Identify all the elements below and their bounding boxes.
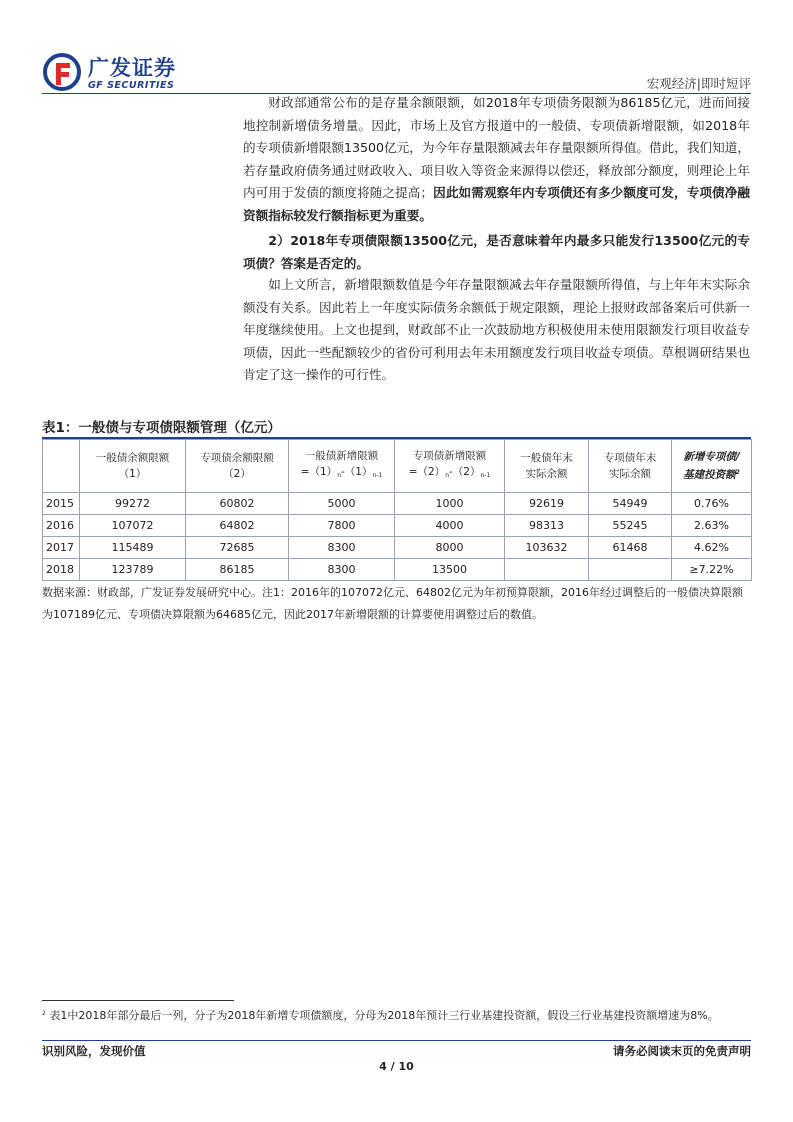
paragraph-2-heading bbox=[243, 230, 750, 275]
header-general-new-limit: 一般债新增限额 $=(1)_n-(1)_{n-1}$ bbox=[289, 440, 395, 493]
cell-ratio: 4.62% bbox=[672, 537, 752, 559]
cell-year: 2018 bbox=[43, 559, 80, 581]
page-number: 4 / 10 bbox=[379, 1060, 414, 1073]
header-special-to-infra-ratio: 新增专项债/ 基建投资额$^2$ bbox=[672, 440, 752, 493]
cell-special-actual-balance: 55245 bbox=[589, 515, 672, 537]
cell-year: 2015 bbox=[43, 493, 80, 515]
cell-special-balance-limit: 60802 bbox=[186, 493, 289, 515]
cell-special-new-limit: 8000 bbox=[395, 537, 505, 559]
footer-disclaimer-link[interactable]: 请务必阅读末页的免责声明 bbox=[613, 1044, 751, 1058]
cell-special-actual-balance: 61468 bbox=[589, 537, 672, 559]
footnote-divider bbox=[42, 1000, 234, 1001]
cell-year: 2016 bbox=[43, 515, 80, 537]
cell-general-balance-limit: 99272 bbox=[80, 493, 186, 515]
cell-special-balance-limit: 86185 bbox=[186, 559, 289, 581]
header-special-new-limit: 专项债新增限额 $=(2)_n-(2)_{n-1}$ bbox=[395, 440, 505, 493]
footnote bbox=[42, 1005, 751, 1024]
gf-logo-icon bbox=[42, 52, 82, 92]
table-row bbox=[43, 515, 752, 537]
cell-special-actual-balance bbox=[589, 559, 672, 581]
table-title: 表1：一般债与专项债限额管理（亿元） bbox=[42, 420, 281, 436]
footnote-text: 表1中2018年部分最后一列，分子为2018年新增专项债额度，分母为2018年预计三行业基建投资额，假设三行业基建投资额增速为8%。 bbox=[49, 1009, 719, 1022]
header-general-actual-balance: 一般债年末 实际余额 bbox=[505, 440, 589, 493]
report-section-label: 宏观经济|即时短评 bbox=[646, 76, 751, 91]
cell-special-actual-balance: 54949 bbox=[589, 493, 672, 515]
cell-ratio: 0.76% bbox=[672, 493, 752, 515]
cell-general-new-limit: 8300 bbox=[289, 537, 395, 559]
cell-general-actual-balance: 103632 bbox=[505, 537, 589, 559]
paragraph-3-text: 如上文所言，新增限额数值是今年存量限额减去年存量限额所得值，与上年年末实际余额没有关系。因此若上一年度实际债务余额低于规定限额，理论上报财政部备案后可供新一年度继续使用。上文也提到，财政部不止一次鼓励地方积极使用未使用限额发行项目收益专项债，因此一些配额较少的省份可利用去年未用额度发行项目收益专项债。草根调研结果也肯定了这一操作的可行性。 bbox=[243, 277, 750, 382]
header-general-balance-limit: 一般债余额限额 （1） bbox=[80, 440, 186, 493]
table-row bbox=[43, 537, 752, 559]
header-year bbox=[43, 440, 80, 493]
paragraph-1-text: 财政部通常公布的是存量余额限额，如2018年专项债务限额为86185亿元，进而间接地控制新增债务增量。因此，市场上及官方报道中的一般债、专项债新增限额，如2018年的专项债新增限额13500亿元，为今年存量限额减去年存量限额所得值。借此，我们知道，若存量政府债务通过财政收入、项目收入等资金来源得以偿还，释放部分额度，则理论上年内可用于发债的额度将随之提高； bbox=[243, 95, 750, 200]
cell-general-balance-limit: 107072 bbox=[80, 515, 186, 537]
cell-general-new-limit: 5000 bbox=[289, 493, 395, 515]
table-row bbox=[43, 493, 752, 515]
cell-special-new-limit: 1000 bbox=[395, 493, 505, 515]
paragraph-1-emphasis: 因此如需观察年内专项债还有多少额度可发，专项债净融资额指标较发行额指标更为重要。 bbox=[243, 185, 751, 223]
cell-ratio: ≥7.22% bbox=[672, 559, 752, 581]
cell-general-actual-balance: 92619 bbox=[505, 493, 589, 515]
cell-general-balance-limit: 115489 bbox=[80, 537, 186, 559]
paragraph-2-text: 2）2018年专项债限额13500亿元，是否意味着年内最多只能发行13500亿元的专项债？答案是否定的。 bbox=[243, 233, 750, 271]
paragraph-3 bbox=[243, 274, 750, 387]
footnote-marker: 2 bbox=[42, 1010, 46, 1017]
logo-chinese-name: 广发证券 bbox=[88, 56, 176, 80]
cell-special-balance-limit: 64802 bbox=[186, 515, 289, 537]
paragraph-1 bbox=[243, 92, 750, 227]
table-source-note: 数据来源：财政部，广发证券发展研究中心。注1：2016年的107072亿元、64802亿元为年初预算限额，2016年经过调整后的一般债决算限额为107189亿元、专项债决算限额为64685亿元，因此2017年新增限额的计算要使用调整过后的数值。 bbox=[42, 586, 743, 621]
cell-general-new-limit: 8300 bbox=[289, 559, 395, 581]
cell-special-new-limit: 13500 bbox=[395, 559, 505, 581]
cell-ratio: 2.63% bbox=[672, 515, 752, 537]
cell-special-balance-limit: 72685 bbox=[186, 537, 289, 559]
cell-general-actual-balance bbox=[505, 559, 589, 581]
footer-divider bbox=[42, 1040, 751, 1041]
debt-limit-table bbox=[42, 439, 752, 581]
cell-general-balance-limit: 123789 bbox=[80, 559, 186, 581]
logo-english-name: GF SECURITIES bbox=[88, 80, 175, 91]
cell-general-actual-balance: 98313 bbox=[505, 515, 589, 537]
table-header-row bbox=[43, 440, 752, 493]
cell-general-new-limit: 7800 bbox=[289, 515, 395, 537]
header-special-balance-limit: 专项债余额限额 （2） bbox=[186, 440, 289, 493]
footer-slogan: 识别风险，发现价值 bbox=[42, 1044, 146, 1058]
header-special-actual-balance: 专项债年末 实际余额 bbox=[589, 440, 672, 493]
table-row bbox=[43, 559, 752, 581]
cell-special-new-limit: 4000 bbox=[395, 515, 505, 537]
cell-year: 2017 bbox=[43, 537, 80, 559]
